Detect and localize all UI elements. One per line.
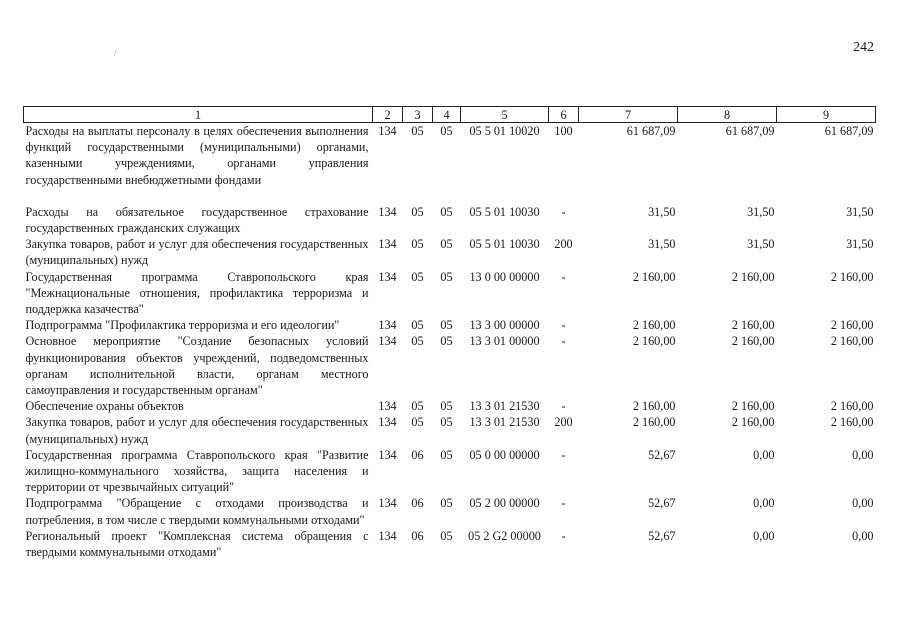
row-col-7: 2 160,00 bbox=[632, 399, 676, 414]
row-col-4: 05 bbox=[440, 334, 453, 349]
row-col-6: - bbox=[561, 204, 566, 219]
row-spacer-cell bbox=[24, 188, 876, 204]
row-col-6: 200 bbox=[554, 415, 573, 430]
row-name: Подпрограмма "Профилактика терроризма и его идеологии" bbox=[25, 318, 340, 333]
row-name: Расходы на обязательное государственное страхование государственных гражданских служащих bbox=[25, 204, 369, 236]
row-col-3: 06 bbox=[411, 496, 424, 511]
table-row bbox=[24, 123, 876, 188]
table-row bbox=[24, 495, 876, 527]
header-col-4: 4 bbox=[433, 107, 461, 123]
table-row bbox=[24, 269, 876, 318]
row-col-3: 06 bbox=[411, 528, 424, 543]
table-row bbox=[24, 447, 876, 496]
row-name: Закупка товаров, работ и услуг для обеспечения государственных (муниципальных) нужд bbox=[25, 415, 369, 446]
row-col-5: 13 3 01 21530 bbox=[469, 415, 540, 430]
row-col-9: 2 160,00 bbox=[830, 334, 874, 349]
header-col-8: 8 bbox=[678, 107, 777, 123]
row-col-2: 134 bbox=[378, 124, 397, 138]
header-col-2: 2 bbox=[373, 107, 403, 123]
row-col-8: 2 160,00 bbox=[731, 269, 775, 284]
table-body bbox=[24, 123, 876, 561]
row-col-2: 134 bbox=[378, 399, 397, 414]
table-row bbox=[24, 236, 876, 268]
row-col-7: 61 687,09 bbox=[626, 124, 676, 138]
row-col-4: 05 bbox=[440, 447, 453, 462]
table-row bbox=[24, 414, 876, 446]
row-col-3: 05 bbox=[411, 124, 424, 138]
row-col-7: 2 160,00 bbox=[632, 269, 676, 284]
row-col-4: 05 bbox=[440, 399, 453, 414]
row-col-4: 05 bbox=[440, 237, 453, 252]
row-col-6: - bbox=[561, 269, 566, 284]
row-col-5: 05 2 00 00000 bbox=[469, 496, 540, 511]
row-col-9: 2 160,00 bbox=[830, 269, 874, 284]
table-row bbox=[24, 333, 876, 398]
header-col-5: 5 bbox=[461, 107, 549, 123]
row-col-9: 0,00 bbox=[852, 528, 874, 543]
row-col-6: - bbox=[561, 334, 566, 349]
row-col-7: 52,67 bbox=[648, 528, 676, 543]
row-col-3: 05 bbox=[411, 415, 424, 430]
row-spacer bbox=[24, 188, 876, 204]
header-col-6: 6 bbox=[549, 107, 579, 123]
row-col-3: 05 bbox=[411, 204, 424, 219]
row-col-5: 05 5 01 10030 bbox=[469, 204, 540, 219]
row-col-8: 31,50 bbox=[747, 237, 775, 252]
row-col-6: - bbox=[561, 447, 566, 462]
row-col-7: 2 160,00 bbox=[632, 415, 676, 430]
row-col-7: 52,67 bbox=[648, 447, 676, 462]
table-row bbox=[24, 317, 876, 333]
row-col-9: 0,00 bbox=[852, 447, 874, 462]
row-col-8: 61 687,09 bbox=[725, 124, 775, 138]
row-col-5: 13 3 00 00000 bbox=[469, 318, 540, 333]
row-col-7: 2 160,00 bbox=[632, 318, 676, 333]
row-col-6: - bbox=[561, 399, 566, 414]
header-col-3: 3 bbox=[403, 107, 433, 123]
row-col-6: - bbox=[561, 496, 566, 511]
row-col-5: 13 0 00 00000 bbox=[469, 269, 540, 284]
row-col-8: 2 160,00 bbox=[731, 334, 775, 349]
row-name: Государственная программа Ставропольского края "Межнациональные отношения, профилактика терроризма и поддержка казачества" bbox=[25, 269, 369, 317]
row-col-8: 0,00 bbox=[753, 447, 775, 462]
row-col-5: 05 0 00 00000 bbox=[469, 447, 540, 462]
header-row bbox=[24, 107, 876, 123]
row-col-5: 05 2 G2 00000 bbox=[468, 528, 541, 543]
row-col-8: 2 160,00 bbox=[731, 399, 775, 414]
row-col-8: 2 160,00 bbox=[731, 318, 775, 333]
row-col-4: 05 bbox=[440, 269, 453, 284]
row-col-6: - bbox=[561, 528, 566, 543]
row-col-3: 05 bbox=[411, 399, 424, 414]
row-name: Подпрограмма "Обращение с отходами производства и потребления, в том числе с твердыми коммунальными отходами" bbox=[25, 496, 369, 527]
header-col-1: 1 bbox=[24, 107, 373, 123]
row-name: Региональный проект "Комплексная система обращения с твердыми коммунальными отходами" bbox=[25, 528, 369, 560]
row-col-9: 2 160,00 bbox=[830, 415, 874, 430]
row-col-8: 31,50 bbox=[747, 204, 775, 219]
row-col-3: 05 bbox=[411, 269, 424, 284]
row-col-8: 0,00 bbox=[753, 496, 775, 511]
row-col-3: 05 bbox=[411, 318, 424, 333]
header-col-7: 7 bbox=[579, 107, 678, 123]
row-col-2: 134 bbox=[378, 334, 397, 349]
row-col-7: 31,50 bbox=[648, 204, 676, 219]
row-col-2: 134 bbox=[378, 269, 397, 284]
row-col-2: 134 bbox=[378, 237, 397, 252]
row-col-9: 0,00 bbox=[852, 496, 874, 511]
row-col-5: 05 5 01 10020 bbox=[469, 124, 540, 138]
row-col-2: 134 bbox=[378, 415, 397, 430]
row-col-4: 05 bbox=[440, 496, 453, 511]
row-name: Основное мероприятие "Создание безопасных условий функционирования объектов учреждений, подведомственных органам исполнительной власти, органам местного самоуправления и государственным органам" bbox=[25, 334, 369, 398]
table-row bbox=[24, 204, 876, 236]
table-row bbox=[24, 398, 876, 414]
row-col-9: 61 687,09 bbox=[824, 124, 874, 138]
row-col-7: 31,50 bbox=[648, 237, 676, 252]
row-col-7: 52,67 bbox=[648, 496, 676, 511]
row-col-5: 05 5 01 10030 bbox=[469, 237, 540, 252]
row-name: Закупка товаров, работ и услуг для обеспечения государственных (муниципальных) нужд bbox=[25, 237, 369, 268]
row-col-4: 05 bbox=[440, 528, 453, 543]
row-col-4: 05 bbox=[440, 204, 453, 219]
row-col-9: 31,50 bbox=[846, 237, 874, 252]
table-row bbox=[24, 528, 876, 560]
row-name: Обеспечение охраны объектов bbox=[25, 399, 184, 414]
row-col-9: 2 160,00 bbox=[830, 399, 874, 414]
row-col-8: 0,00 bbox=[753, 528, 775, 543]
header-col-9: 9 bbox=[777, 107, 876, 123]
row-col-3: 05 bbox=[411, 237, 424, 252]
row-col-4: 05 bbox=[440, 415, 453, 430]
row-col-2: 134 bbox=[378, 447, 397, 462]
row-col-6: 100 bbox=[554, 124, 573, 138]
row-col-7: 2 160,00 bbox=[632, 334, 676, 349]
row-name: Государственная программа Ставропольского края "Развитие жилищно-коммунального хозяйства, защита населения и территории от чрезвычайных ситуаций" bbox=[25, 447, 369, 495]
row-col-9: 2 160,00 bbox=[830, 318, 874, 333]
row-col-2: 134 bbox=[378, 528, 397, 543]
row-col-5: 13 3 01 00000 bbox=[469, 334, 540, 349]
row-col-2: 134 bbox=[378, 204, 397, 219]
row-col-8: 2 160,00 bbox=[731, 415, 775, 430]
row-name: Расходы на выплаты персоналу в целях обеспечения выполнения функций государственными (муниципальными) органами, казенными учреждениями, органами управления государственными внебюджетными фондами bbox=[25, 124, 369, 187]
row-col-6: 200 bbox=[554, 237, 573, 252]
row-col-9: 31,50 bbox=[846, 204, 874, 219]
row-col-2: 134 bbox=[378, 496, 397, 511]
row-col-6: - bbox=[561, 318, 566, 333]
row-col-4: 05 bbox=[440, 318, 453, 333]
row-col-4: 05 bbox=[440, 124, 453, 138]
row-col-2: 134 bbox=[378, 318, 397, 333]
budget-table bbox=[23, 106, 876, 560]
row-col-3: 05 bbox=[411, 334, 424, 349]
row-col-5: 13 3 01 21530 bbox=[469, 399, 540, 414]
scan-mark: / bbox=[114, 48, 117, 59]
page-number: 242 bbox=[853, 40, 874, 55]
row-col-3: 06 bbox=[411, 447, 424, 462]
